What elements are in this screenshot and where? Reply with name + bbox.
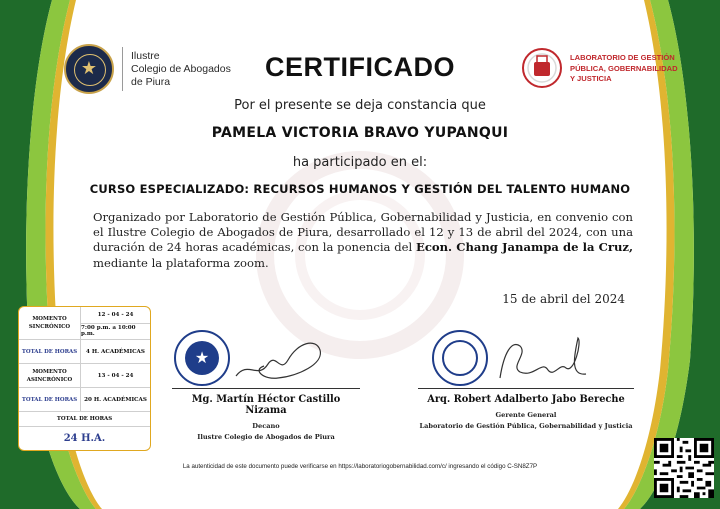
course-title: CURSO ESPECIALIZADO: RECURSOS HUMANOS Y GESTIÓN DEL TALENTO HUMANO bbox=[89, 182, 631, 196]
signer-role: Decano bbox=[252, 422, 280, 430]
sync-time: 7:00 p.m. a 10:00 p.m. bbox=[81, 323, 150, 340]
schedule-row-grand-total bbox=[19, 427, 150, 449]
participated-text: ha participado en el: bbox=[292, 155, 428, 170]
sync-values bbox=[81, 307, 150, 339]
sync-total-values bbox=[81, 340, 150, 363]
body-part-1: Organizado por Laboratorio de Gestión Pública, Gobernabilidad y Justicia, en convenio con el Ilustre Colegio de Abogados de Piura, desarrollado el 12 y 13 de abril del 2024, con una duración de 24 horas académicas, con la ponencia del bbox=[93, 210, 633, 255]
schedule-row-async bbox=[19, 364, 150, 388]
intro-text: Por el presente se deja constancia que bbox=[234, 98, 486, 113]
laboratorio-logo-text bbox=[570, 53, 678, 85]
qr-code-icon[interactable] bbox=[654, 438, 714, 498]
sync-label: MOMENTO SINCRÓNICO bbox=[19, 307, 81, 339]
signature-line bbox=[172, 388, 360, 389]
laboratorio-logo-line-2: PÚBLICA, GOBERNABILIDAD bbox=[570, 63, 678, 73]
signature-left-icon bbox=[228, 330, 338, 388]
signer-name: Arq. Robert Adalberto Jabo Bereche bbox=[427, 394, 625, 405]
schedule-row-sync-total bbox=[19, 340, 150, 364]
recipient-name: PAMELA VICTORIA BRAVO YUPANQUI bbox=[211, 125, 509, 141]
signer-org: Laboratorio de Gestión Pública, Gobernabilidad y Justicia bbox=[419, 422, 633, 430]
signature-right-icon bbox=[490, 332, 600, 388]
page-title: CERTIFICADO bbox=[265, 52, 455, 82]
async-total-label: TOTAL DE HORAS bbox=[19, 388, 81, 411]
schedule-row-async-total bbox=[19, 388, 150, 412]
colegio-logo-line-3: de Piura bbox=[131, 75, 171, 88]
async-date: 13 - 04 - 24 bbox=[97, 372, 134, 379]
laboratorio-logo-line-1: LABORATORIO DE GESTIÓN bbox=[570, 53, 675, 63]
speaker-name: Econ. Chang Janampa de la Cruz, bbox=[416, 240, 634, 255]
laboratorio-stamp-icon bbox=[432, 330, 488, 386]
grand-total: 24 H.A. bbox=[63, 432, 106, 444]
body-part-2: mediante la plataforma zoom. bbox=[93, 255, 269, 270]
schedule-row-sync bbox=[19, 307, 150, 340]
sync-total-label: TOTAL DE HORAS bbox=[19, 340, 81, 363]
async-total-values bbox=[81, 388, 150, 411]
star-seal-icon: ★ bbox=[64, 44, 114, 94]
laboratorio-logo-line-3: Y JUSTICIA bbox=[570, 74, 612, 84]
signer-org: Ilustre Colegio de Abogados de Piura bbox=[197, 433, 335, 441]
schedule-row-grand-label bbox=[19, 412, 150, 427]
sync-date: 12 - 04 - 24 bbox=[97, 311, 134, 318]
laboratorio-logo bbox=[520, 44, 678, 94]
colegio-stamp-icon: ★ bbox=[174, 330, 230, 386]
async-label: MOMENTO ASINCRÓNICO bbox=[19, 364, 81, 387]
issue-date: 15 de abril del 2024 bbox=[502, 292, 625, 306]
signer-role: Gerente General bbox=[495, 411, 557, 419]
schedule-table bbox=[18, 306, 151, 451]
signer-name: Mg. Martín Héctor Castillo Nizama bbox=[191, 394, 341, 416]
body-paragraph bbox=[93, 210, 633, 271]
colegio-logo-line-2: Colegio de Abogados bbox=[131, 62, 231, 75]
colegio-logo-line-1: Ilustre bbox=[131, 49, 160, 62]
signature-line bbox=[418, 388, 634, 389]
async-total: 20 H. ACADÉMICAS bbox=[84, 396, 147, 403]
sync-total: 4 H. ACADÉMICAS bbox=[86, 348, 145, 355]
verification-footer: La autenticidad de este documento puede verificarse en https://laboratoriogobernabilidad.com/c/ ingresando el código C-SN8Z7P bbox=[182, 463, 538, 470]
laboratory-logo-icon bbox=[520, 44, 564, 94]
grand-total-label: TOTAL DE HORAS bbox=[56, 416, 113, 422]
signature-block-manager bbox=[418, 388, 634, 430]
signature-block-dean bbox=[172, 388, 360, 441]
async-values bbox=[81, 364, 150, 387]
